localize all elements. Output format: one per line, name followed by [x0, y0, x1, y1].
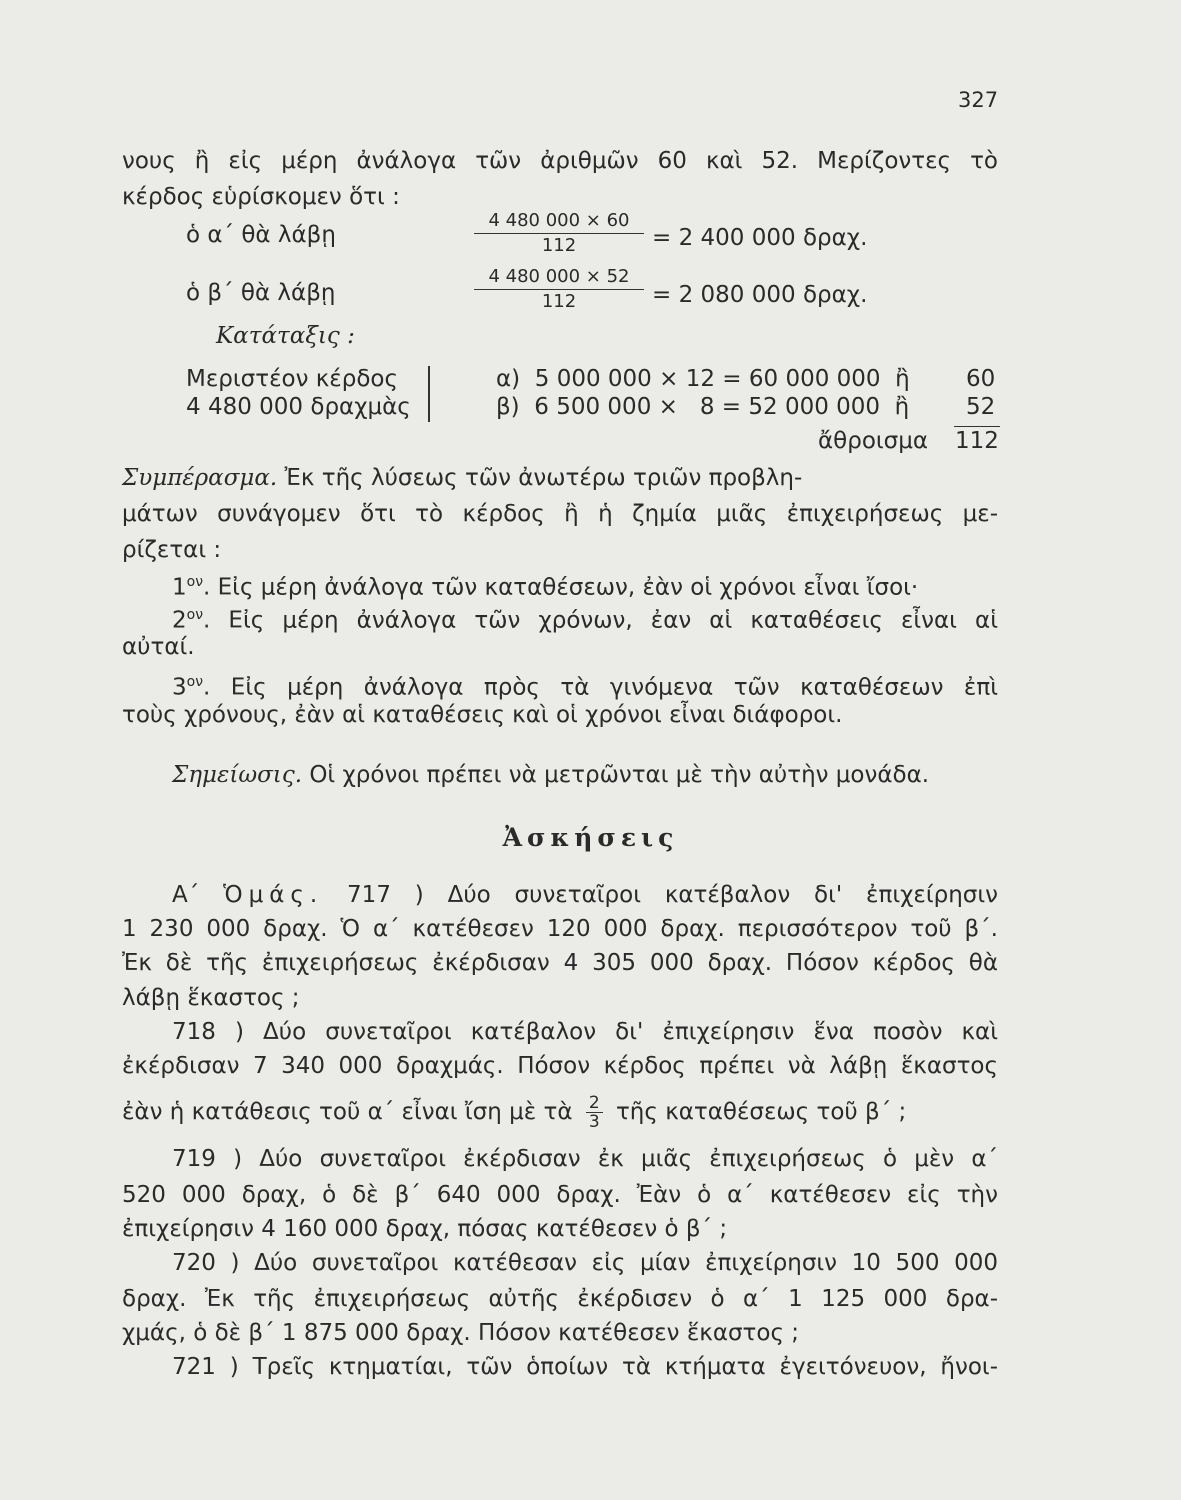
two-thirds-fraction [586, 1094, 603, 1131]
exercise-720-line-1: 720 ) Δύο συνεταῖροι κατέθεσαν εἰς μίαν ἐπιχείρησιν 10 500 000 [172, 1250, 998, 1276]
note-line [172, 760, 998, 790]
exercise-718-line-3-a: ἐὰν ἡ κατάθεσις τοῦ α΄ εἶναι ἴση μὲ τὰ [122, 1099, 573, 1125]
calc-a-fraction [474, 210, 644, 257]
item-2-text: . Εἰς μέρη ἀνάλογα τῶν χρόνων, ἐαν αἱ καταθέσεις εἶναι αἱ [203, 607, 998, 634]
kataxis-value-a: 60 [966, 366, 996, 392]
kataxis-value-b: 52 [966, 394, 996, 420]
conclusion-item-1 [172, 567, 998, 603]
page-number: 327 [958, 88, 999, 112]
note-term: Σημείωσις. [172, 762, 303, 788]
calc-a-denominator: 112 [541, 235, 577, 256]
exercise-717-line-1 [172, 880, 998, 910]
item-3-ordinal: ον [186, 674, 204, 690]
exercise-720-line-3: χμάς, ὁ δὲ β΄ 1 875 000 δραχ. Πόσον κατέθεσεν ἕκαστος ; [122, 1320, 800, 1346]
exercise-717-line-4: λάβῃ ἕκαστος ; [122, 985, 300, 1011]
item-2-number: 2 [172, 607, 187, 634]
kataxis-left-1: Μεριστέον κέρδος [186, 366, 398, 392]
sum-rule [954, 426, 1000, 427]
item-3-number: 3 [172, 674, 187, 701]
kataxis-row-a: α) 5 000 000 × 12 = 60 000 000 ἢ [496, 366, 910, 392]
kataxis-left-2: 4 480 000 δραχμὰς [186, 394, 411, 420]
exercise-719-line-2: 520 000 δραχ, ὁ δὲ β΄ 640 000 δραχ. Ἐὰν ὁ α΄ κατέθεσεν εἰς τὴν [122, 1182, 998, 1208]
calc-b-denominator: 112 [541, 291, 577, 312]
calc-b-numerator: 4 480 000 × 52 [474, 266, 644, 290]
calc-a-label: ὁ α΄ θὰ λάβῃ [186, 222, 336, 248]
item-3-text: . Εἰς μέρη ἀνάλογα πρὸς τὰ γινόμενα τῶν καταθέσεων ἐπὶ [203, 674, 998, 701]
exercise-718-line-1: 718 ) Δύο συνεταῖροι κατέβαλον δι' ἐπιχείρησιν ἕνα ποσὸν καὶ [172, 1019, 998, 1045]
kataxis-bracket [428, 366, 440, 422]
exercise-718-line-3 [122, 1094, 998, 1131]
calc-b-label: ὁ β΄ θὰ λάβῃ [186, 280, 336, 306]
exercise-719-line-3: ἐπιχείρησιν 4 160 000 δραχ, πόσας κατέθεσεν ὁ β΄ ; [122, 1216, 728, 1242]
exercise-720-line-2: δραχ. Ἐκ τῆς ἐπιχειρήσεως αὐτῆς ἐκέρδισεν ὁ α΄ 1 125 000 δρα- [122, 1286, 998, 1312]
kataxis-sum-label: ἄθροισμα [818, 428, 929, 454]
group-prefix: Α΄ [172, 882, 200, 908]
calc-b-result: = 2 080 000 δραχ. [652, 282, 868, 308]
exercise-717-text: 717 ) Δύο συνεταῖροι κατέβαλον δι' ἐπιχείρησιν [347, 882, 998, 908]
exercises-heading: Ἀσκήσεις [502, 823, 679, 852]
conclusion-line-1 [122, 463, 998, 493]
item-1-ordinal: ον [186, 574, 204, 590]
fraction-numerator: 2 [586, 1094, 603, 1113]
exercise-718-line-3-b: τῆς καταθέσεως τοῦ β΄ ; [615, 1099, 907, 1125]
kataxis-row-b: β) 6 500 000 × 8 = 52 000 000 ἢ [496, 394, 910, 420]
item-2-ordinal: ον [186, 607, 204, 623]
conclusion-line-2: μάτων συνάγομεν ὅτι τὸ κέρδος ἢ ἡ ζημία μιᾶς ἐπιχειρήσεως με- [122, 501, 998, 527]
conclusion-item-3 [172, 667, 998, 703]
intro-line-2: κέρδος εὑρίσκομεν ὅτι : [122, 184, 400, 210]
item-1-number: 1 [172, 574, 187, 601]
conclusion-item-2-cont: αὐταί. [122, 634, 195, 660]
kataxis-sum-value: 112 [955, 428, 999, 454]
item-1-text: . Εἰς μέρη ἀνάλογα τῶν καταθέσεων, ἐὰν οἱ χρόνοι εἶναι ἴσοι· [203, 574, 919, 601]
intro-line-1: νους ἢ εἰς μέρη ἀνάλογα τῶν ἀριθμῶν 60 καὶ 52. Μερίζοντες τὸ [122, 148, 998, 174]
conclusion-line-1-rest: Ἐκ τῆς λύσεως τῶν ἀνωτέρω τριῶν προβλη- [284, 465, 803, 491]
calc-a-numerator: 4 480 000 × 60 [474, 210, 644, 234]
exercise-717-line-3: Ἐκ δὲ τῆς ἐπιχειρήσεως ἐκέρδισαν 4 305 000 δραχ. Πόσον κέρδος θὰ [122, 950, 998, 976]
kataxis-title: Κατάταξις : [216, 323, 355, 349]
calc-a-result: = 2 400 000 δραχ. [652, 225, 868, 251]
exercise-719-line-1: 719 ) Δύο συνεταῖροι ἐκέρδισαν ἐκ μιᾶς ἐπιχειρήσεως ὁ μὲν α΄ [172, 1146, 998, 1172]
note-text: Οἱ χρόνοι πρέπει νὰ μετρῶνται μὲ τὴν αὐτὴν μονάδα. [309, 762, 930, 788]
exercise-718-line-2: ἐκέρδισαν 7 340 000 δραχμάς. Πόσον κέρδος πρέπει νὰ λάβῃ ἕκαστος [122, 1053, 998, 1079]
conclusion-term: Συμπέρασμα. [122, 465, 278, 491]
conclusion-item-2 [172, 600, 998, 636]
conclusion-line-3: ρίζεται : [122, 537, 222, 563]
calc-b-fraction [474, 266, 644, 313]
exercise-717-line-2: 1 230 000 δραχ. Ὁ α΄ κατέθεσεν 120 000 δραχ. περισσότερον τοῦ β΄. [122, 916, 998, 942]
exercise-721-line-1: 721 ) Τρεῖς κτηματίαι, τῶν ὁποίων τὰ κτήματα ἐγειτόνευον, ἤνοι- [172, 1354, 998, 1380]
conclusion-item-3-cont: τοὺς χρόνους, ἐὰν αἱ καταθέσεις καὶ οἱ χρόνοι εἶναι διάφοροι. [122, 702, 843, 728]
fraction-denominator: 3 [588, 1112, 600, 1132]
group-word: Ὁμάς. [223, 882, 324, 908]
